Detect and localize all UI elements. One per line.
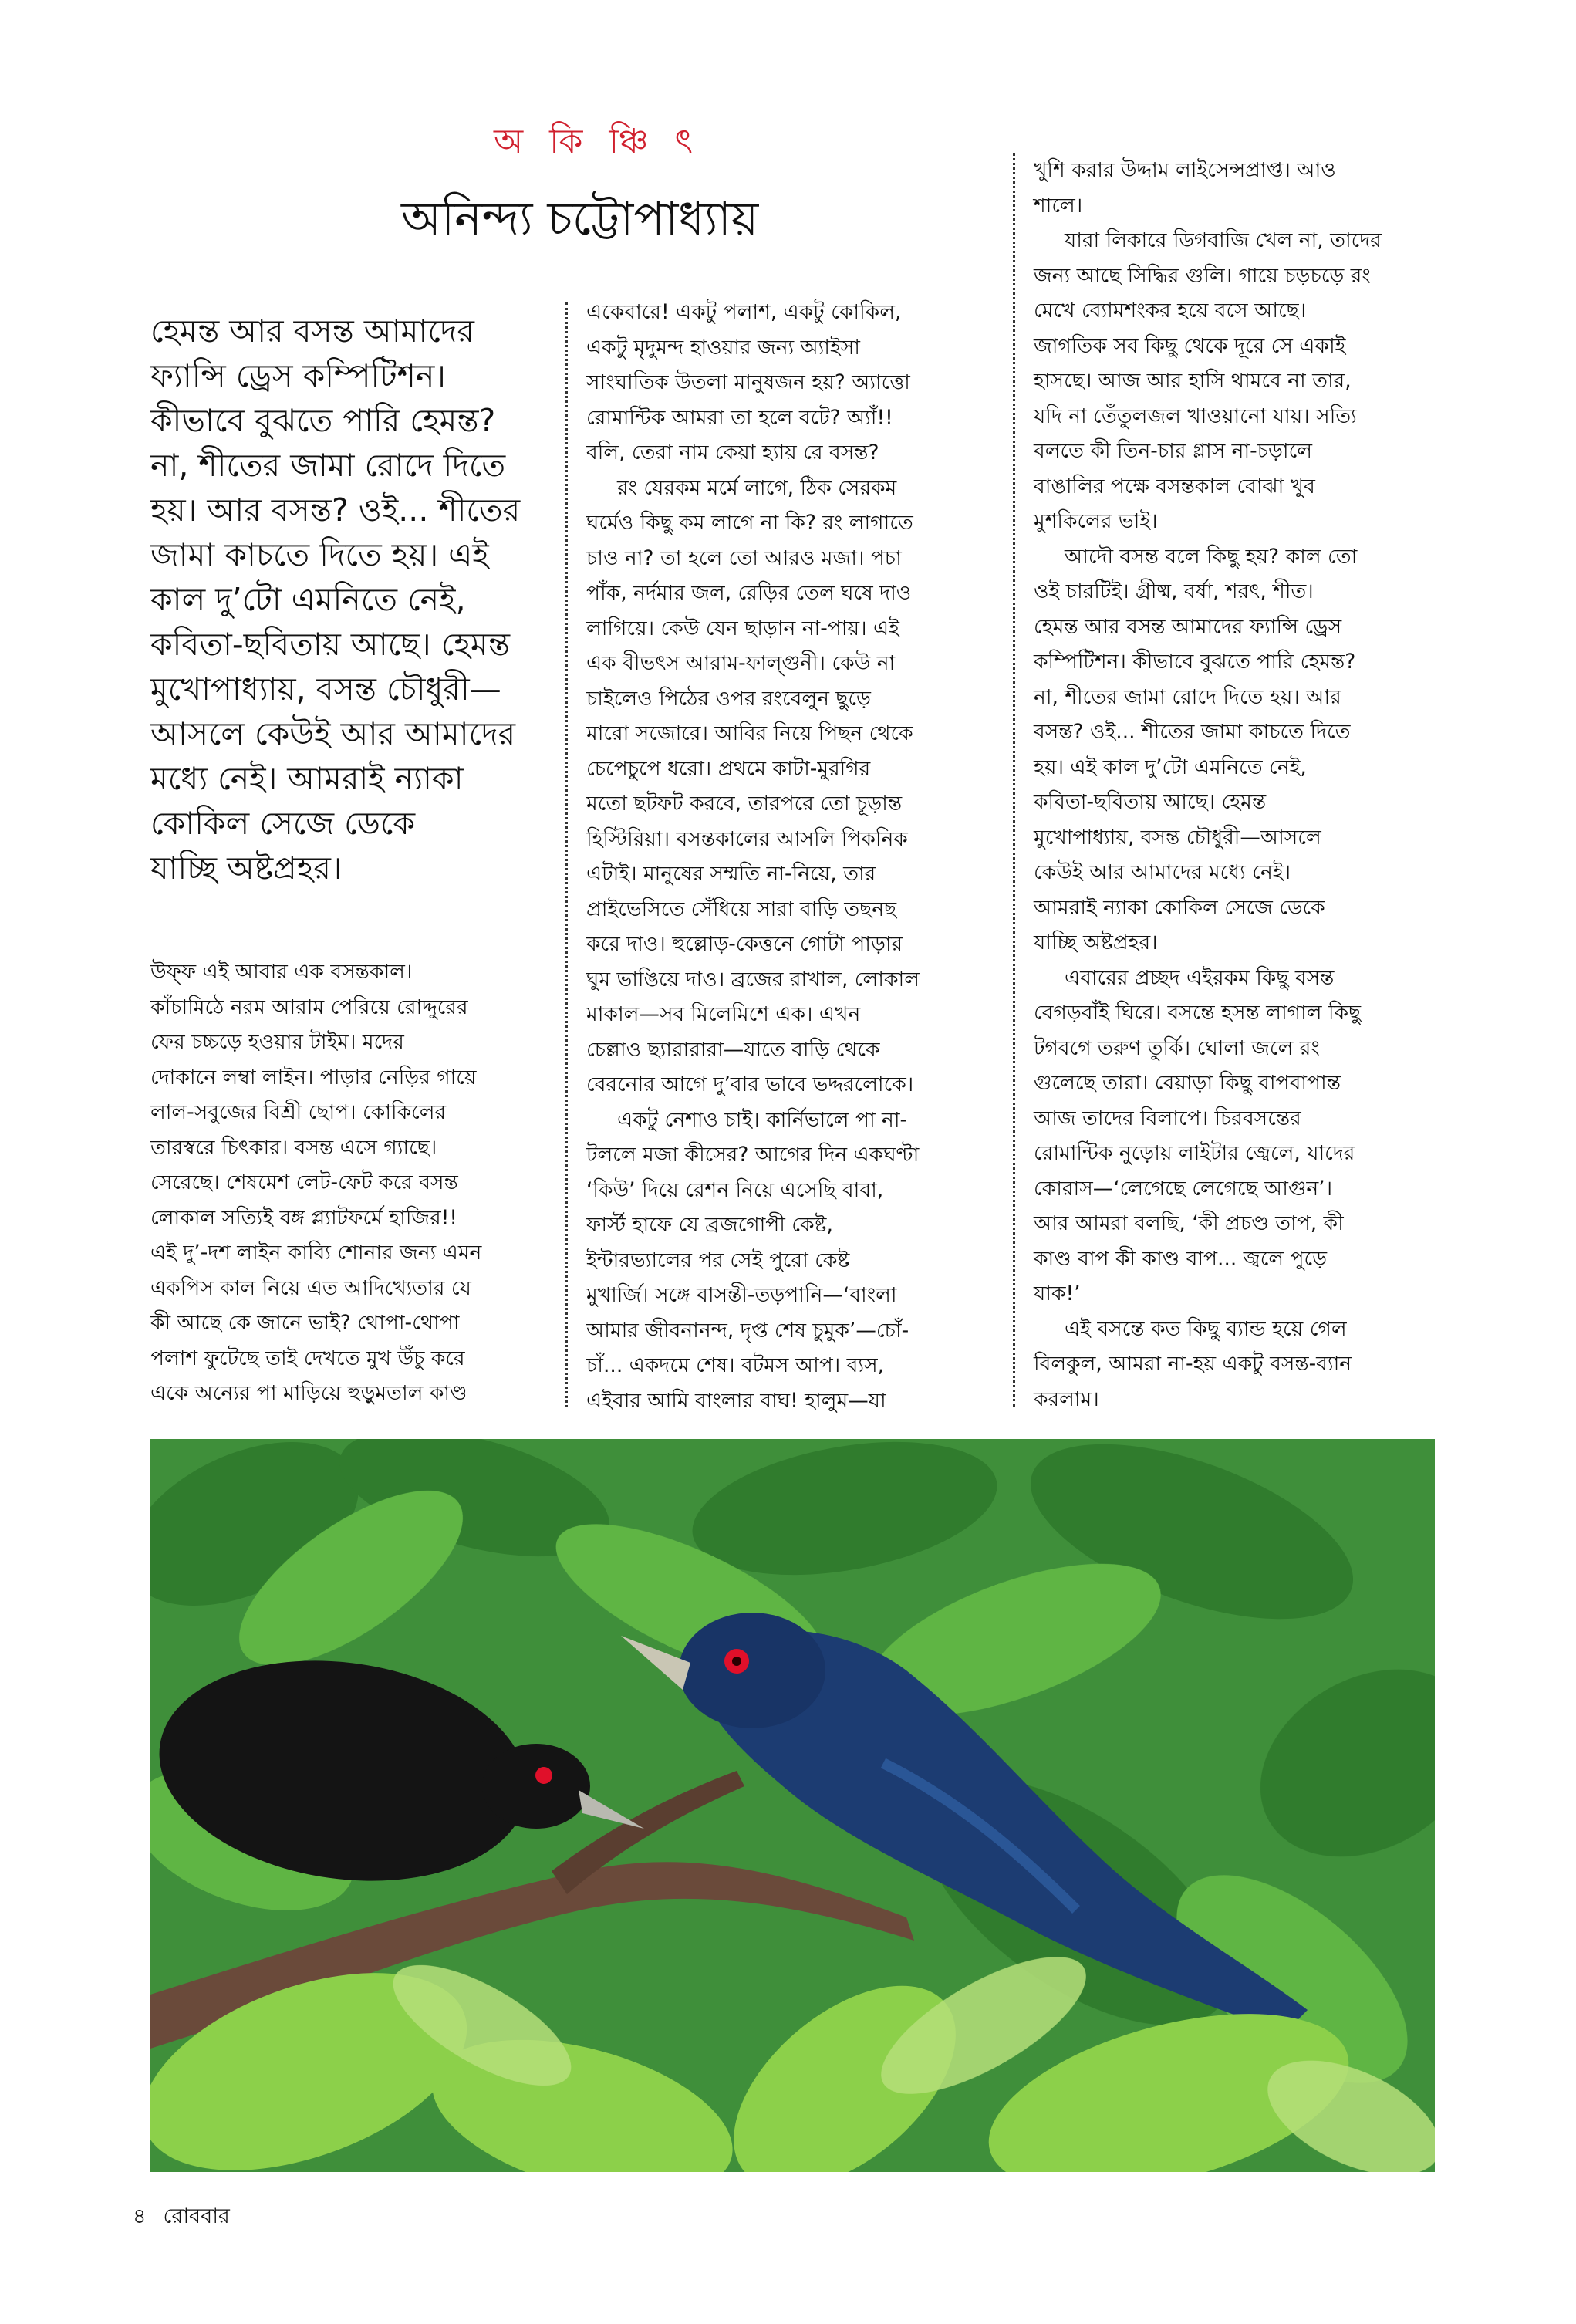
text-line: আমরাই ন্যাকা কোকিল সেজে ডেকে (1034, 895, 1325, 920)
text-line: দোকানে লম্বা লাইন। পাড়ার নেড়ির গায়ে (150, 1065, 477, 1089)
text-line: একপিস কাল নিয়ে এত আদিখ্যেতার যে (150, 1275, 471, 1300)
text-line: একে অন্যের পা মাড়িয়ে হুড়ুমতাল কাণ্ড (150, 1381, 467, 1405)
text-line: ‘কিউ’ দিয়ে রেশন নিয়ে এসেছি বাবা, (586, 1177, 884, 1202)
text-line: যারা লিকারে ডিগবাজি খেল না, তাদের (1065, 228, 1382, 252)
text-line: বসন্ত? ওই... শীতের জামা কাচতে দিতে (1034, 720, 1351, 744)
text-line: একেবারে! একটু পলাশ, একটু কোকিল, (586, 300, 902, 324)
text-line: এই দু’-দশ লাইন কাব্যি শোনার জন্য এমন (150, 1241, 482, 1265)
column-divider (1013, 153, 1015, 1407)
text-line: মধ্যে নেই। আমরাই ন্যাকা (150, 760, 464, 797)
text-line: একটু নেশাও চাই। কার্নিভালে পা না- (617, 1107, 908, 1132)
text-line: কবিতা-ছবিতায় আছে। হেমন্ত (1034, 790, 1267, 814)
text-line: ফের চচ্চড়ে হওয়ার টাইম। মদের (150, 1030, 404, 1054)
text-line: এবারের প্রচ্ছদ এইরকম কিছু বসন্ত (1065, 965, 1335, 990)
text-line: করে দাও। হুল্লোড়-কেত্তনে গোটা পাড়ার (586, 932, 903, 956)
text-line: আমার জীবনানন্দ, দৃপ্ত শেষ চুমুক’—চোঁ- (586, 1318, 909, 1343)
text-line: না, শীতের জামা রোদে দিতে (150, 447, 506, 484)
text-line: আজ তাদের বিলাপে। চিরবসন্তের (1034, 1106, 1301, 1130)
text-line: বেরনোর আগে দু’বার ভাবে ভদ্দরলোকে। (586, 1072, 914, 1096)
text-line: কাল দু’টো এমনিতে নেই, (150, 581, 466, 618)
text-line: লোকাল সত্যিই বঙ্গ প্ল্যাটফর্মে হাজির!! (150, 1205, 457, 1230)
text-line: এটাই। মানুষের সম্মতি না-নিয়ে, তার (586, 862, 876, 886)
text-line: ইন্টারভ্যালের পর সেই পুরো কেষ্ট (586, 1248, 850, 1272)
text-line: এক বীভৎস আরাম-ফাল্গুনী। কেউ না (586, 651, 896, 675)
text-line: মাকাল—সব মিলেমিশে এক। এখন (586, 1002, 861, 1026)
text-line: গুলেছে তারা। বেয়াড়া কিছু বাপবাপান্ত (1034, 1071, 1341, 1095)
text-line: কেউই আর আমাদের মধ্যে নেই। (1034, 860, 1291, 884)
text-line: ফ্যান্সি ড্রেস কম্পিটিশন। (150, 357, 446, 394)
text-line: বলি, তেরা নাম কেয়া হ্যায় রে বসন্ত? (586, 441, 879, 464)
text-line: হয়। আর বসন্ত? ওই... শীতের (150, 491, 521, 529)
text-line: হিস্টিরিয়া। বসন্তকালের আসলি পিকনিক (586, 826, 908, 851)
text-line: লাল-সবুজের বিশ্রী ছোপ। কোকিলের (150, 1100, 447, 1124)
text-line: যাচ্ছি অষ্টপ্রহর। (1034, 931, 1158, 954)
text-line: হাসছে। আজ আর হাসি থামবে না তার, (1034, 369, 1352, 393)
text-line: হেমন্ত আর বসন্ত আমাদের ফ্যান্সি ড্রেস (1034, 614, 1342, 639)
text-line: তারস্বরে চিৎকার। বসন্ত এসে গ্যাছে। (150, 1135, 437, 1160)
text-line: কাণ্ড বাপ কী কাণ্ড বাপ... জ্বলে পুড়ে (1034, 1246, 1328, 1271)
text-line: কবিতা-ছবিতায় আছে। হেমন্ত (150, 626, 510, 663)
text-line: জাগতিক সব কিছু থেকে দূরে সে একাই (1034, 333, 1346, 358)
text-line: যাচ্ছি অষ্টপ্রহর। (150, 850, 343, 887)
text-line: মুখার্জি। সঙ্গে বাসন্তী-তড়পানি—‘বাংলা (586, 1283, 897, 1307)
text-line: বাঙালির পক্ষে বসন্তকাল বোঝা খুব (1034, 474, 1315, 498)
text-line: রোমান্টিক নুড়োয় লাইটার জ্বেলে, যাদের (1034, 1141, 1355, 1165)
text-line: জন্য আছে সিদ্ধির গুলি। গায়ে চড়চড়ে রং (1034, 263, 1371, 288)
text-line: টললে মজা কীসের? আগের দিন একঘণ্টা (586, 1143, 920, 1167)
koel-birds-photo (150, 1439, 1435, 2172)
page-footer (133, 2201, 247, 2235)
text-line: কম্পিটিশন। কীভাবে বুঝতে পারি হেমন্ত? (1034, 650, 1356, 674)
text-line: টগবগে তরুণ তুর্কি। ঘোলা জলে রং (1034, 1035, 1320, 1060)
column-divider (565, 302, 568, 1407)
pull-quote (150, 309, 552, 890)
text-line: করলাম। (1034, 1387, 1099, 1411)
text-line: চাও না? তা হলে তো আরও মজা। পচা (586, 546, 902, 570)
text-line: যাক!’ (1034, 1282, 1081, 1306)
text-line: আর আমরা বলছি, ‘কী প্রচণ্ড তাপ, কী (1034, 1211, 1344, 1235)
text-line: ওই চারটিই। গ্রীষ্ম, বর্ষা, শরৎ, শীত। (1034, 579, 1314, 603)
text-line: এইবার আমি বাংলার বাঘ! হালুম—যা (586, 1388, 886, 1413)
text-line: যদি না তেঁতুলজল খাওয়ানো যায়। সত্যি (1034, 404, 1357, 428)
text-line: কীভাবে বুঝতে পারি হেমন্ত? (150, 402, 496, 439)
text-line: কোরাস—‘লেগেছে লেগেছে আগুন’। (1034, 1176, 1333, 1201)
text-line: প্রাইভেসিতে সেঁধিয়ে সারা বাড়ি তছনছ (586, 897, 897, 921)
text-line: মতো ছটফট করবে, তারপরে তো চূড়ান্ত (586, 792, 903, 816)
text-line: বলতে কী তিন-চার গ্লাস না-চড়ালে (1034, 439, 1312, 463)
text-line: মেখে ব্যোমশংকর হয়ে বসে আছে। (1034, 299, 1307, 323)
text-column-3 (1034, 153, 1450, 1417)
author-byline: অনিন্দ্য চট্টোপাধ্যায় (401, 192, 759, 246)
text-line: ঘর্মেও কিছু কম লাগে না কি? রং লাগাতে (586, 511, 913, 535)
text-line: পলাশ ফুটেছে তাই দেখতে মুখ উঁচু করে (150, 1346, 465, 1370)
text-line: হেমন্ত আর বসন্ত আমাদের (150, 312, 474, 350)
text-line: চাঁ... একদমে শেষ। বটমস আপ। ব্যস, (586, 1353, 885, 1377)
text-line: আসলে কেউই আর আমাদের (150, 715, 516, 752)
text-line: পাঁক, নর্দমার জল, রেড়ির তেল ঘষে দাও (586, 581, 912, 605)
text-column-1 (150, 954, 548, 1411)
text-line: এই বসন্তে কত কিছু ব্যান্ড হয়ে গেল (1065, 1316, 1347, 1341)
text-line: কী আছে কে জানে ভাই? থোপা-থোপা (150, 1311, 460, 1335)
text-line: ফার্স্ট হাফে যে ব্রজগোপী কেষ্ট, (586, 1213, 833, 1237)
text-line: চেপেচুপে ধরো। প্রথমে কাটা-মুরগির (586, 756, 871, 781)
text-line: চাইলেও পিঠের ওপর রংবেলুন ছুড়ে (586, 686, 871, 711)
text-line: শালে। (1034, 193, 1083, 218)
text-line: বিলকুল, আমরা না-হয় একটু বসন্ত-ব্যান (1034, 1352, 1352, 1376)
text-line: কোকিল সেজে ডেকে (150, 805, 416, 842)
text-column-2 (586, 295, 984, 1418)
text-line: সাংঘাতিক উতলা মানুষজন হয়? অ্যাত্তো (586, 370, 910, 394)
text-line: চেল্লাও ছ্যারারারা—যাতে বাড়ি থেকে (586, 1037, 880, 1062)
text-line: জামা কাচতে দিতে হয়। এই (150, 536, 489, 573)
text-line: রং যেরকম মর্মে লাগে, ঠিক সেরকম (617, 475, 897, 500)
text-line: মারো সজোরে। আবির নিয়ে পিছন থেকে (586, 721, 913, 745)
text-line: ঘুম ভাঙিয়ে দাও। ব্রজের রাখাল, লোকাল (586, 967, 920, 991)
text-line: খুশি করার উদ্দাম লাইসেন্সপ্রাপ্ত। আও (1034, 158, 1336, 182)
text-line: কাঁচামিঠে নরম আরাম পেরিয়ে রোদ্দুরের (150, 995, 468, 1019)
text-line: মুশকিলের ভাই। (1034, 509, 1158, 533)
text-line: লাগিয়ে। কেউ যেন ছাড়ান না-পায়। এই (586, 616, 899, 640)
text-line: না, শীতের জামা রোদে দিতে হয়। আর (1034, 684, 1341, 709)
text-line: রোমান্টিক আমরা তা হলে বটে? অ্যাঁ!! (586, 405, 893, 430)
text-line: হয়। এই কাল দু’টো এমনিতে নেই, (1034, 755, 1307, 779)
section-kicker: অ কি ঞ্চি ৎ (494, 122, 700, 161)
text-line: সেরেছে। শেষমেশ লেট-ফেট করে বসন্ত (150, 1170, 458, 1194)
publication-name: রোববার (163, 2204, 230, 2228)
text-line: একটু মৃদুমন্দ হাওয়ার জন্য অ্যাইসা (586, 335, 860, 360)
text-line: আদৌ বসন্ত বলে কিছু হয়? কাল তো (1065, 544, 1358, 569)
text-line: মুখোপাধ্যায়, বসন্ত চৌধুরী— (150, 671, 501, 708)
text-line: উফ্ফ এই আবার এক বসন্তকাল। (150, 960, 413, 984)
page-number: ৪ (133, 2204, 147, 2228)
text-line: মুখোপাধ্যায়, বসন্ত চৌধুরী—আসলে (1034, 825, 1321, 850)
text-line: বেগড়বাঁই ঘিরে। বসন্তে হসন্ত লাগাল কিছু (1034, 1001, 1362, 1025)
